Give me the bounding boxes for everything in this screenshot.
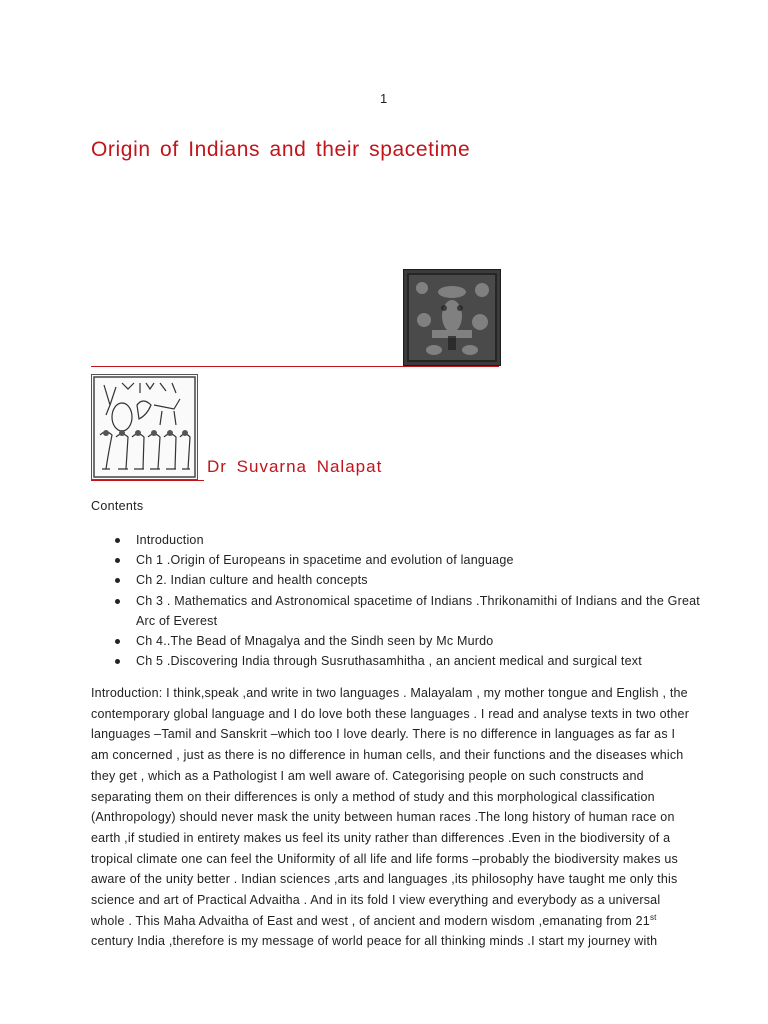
toc-item-label: Ch 2. Indian culture and health concepts	[136, 573, 368, 588]
toc-item-label: Ch 4..The Bead of Mnagalya and the Sindh seen by Mc Murdo	[136, 634, 494, 649]
toc-item	[91, 591, 711, 631]
bullet-icon	[115, 599, 120, 604]
bullet-icon	[115, 639, 120, 644]
author-name: Dr Suvarna Nalapat	[207, 457, 383, 476]
indus-seal-image	[403, 269, 501, 366]
contents-heading: Contents	[91, 499, 144, 513]
bullet-icon	[115, 578, 120, 583]
intro-text: Introduction: I think,speak ,and write in two languages . Malayalam , my mother tongue and English , the contemporary global language and I do love both these languages . I read and analyse texts in two other languages –Tamil and Sanskrit –which too I love dearly. There is no difference in languages as far as I am concerned , just as there is no difference in human cells, and their functions and the diseases which they get , which as a Pathologist I am well aware of. Categorising people on such constructs and separating them on their differences is only a method of study and this morphological classification (Anthropology) should never mask the unity between human races .The long history of human race on earth ,if studied in entirety makes us feel its unity rather than differences .Even in the biodiversity of a tropical climate one can feel the Uniformity of all life and life forms –probably the biodiversity makes us aware of the unity better . Indian sciences ,arts and languages ,its philosophy have taught me only this science and art of Practical Advaitha . And in its fold I view everything and everybody as a universal whole . This Maha Advaitha of East and west , of ancient and modern wisdom ,emanating from 21	[91, 686, 690, 928]
toc-item	[91, 651, 711, 671]
document-title: Origin of Indians and their spacetime	[91, 138, 471, 161]
seal-illustration	[404, 270, 500, 365]
introduction-paragraph	[91, 683, 691, 952]
seal-line-drawing	[92, 375, 197, 479]
header-divider	[91, 366, 499, 367]
bullet-icon	[115, 659, 120, 664]
page-number: 1	[380, 91, 388, 106]
toc-item	[91, 530, 711, 550]
toc-item-label: Ch 3 . Mathematics and Astronomical spacetime of Indians .Thrikonamithi of Indians and the Great Arc of Everest	[136, 593, 700, 628]
bullet-icon	[115, 558, 120, 563]
toc-item	[91, 550, 711, 570]
table-of-contents	[91, 530, 711, 671]
indus-seal-drawing	[91, 374, 198, 480]
toc-item	[91, 570, 711, 590]
intro-text-continued: century India ,therefore is my message of world peace for all thinking minds .I start my journey with	[91, 934, 658, 949]
toc-item-label: Ch 5 .Discovering India through Susruthasamhitha , an ancient medical and surgical text	[136, 654, 642, 669]
toc-item	[91, 631, 711, 651]
toc-item-label: Introduction	[136, 533, 204, 547]
ordinal-suffix: st	[649, 912, 657, 922]
toc-item-label: Ch 1 .Origin of Europeans in spacetime and evolution of language	[136, 553, 514, 568]
author-underline	[91, 480, 204, 481]
bullet-icon	[115, 538, 120, 543]
